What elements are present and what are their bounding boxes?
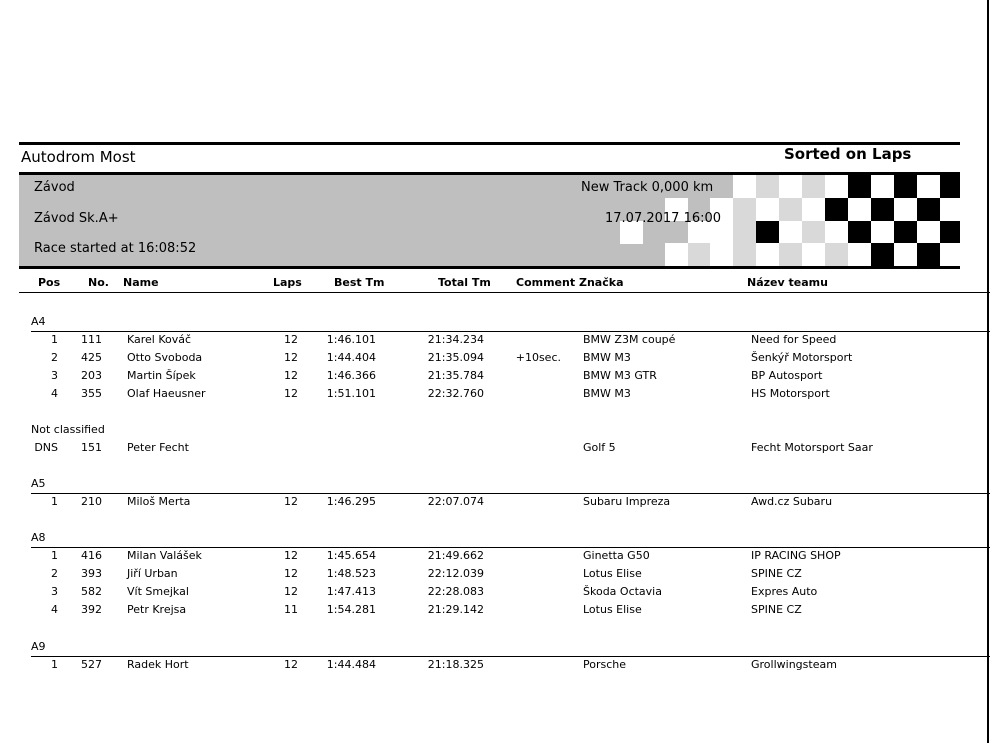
col-header-no: No. bbox=[88, 276, 109, 289]
cell-best: 1:46.366 bbox=[326, 369, 376, 382]
cell-name: Peter Fecht bbox=[127, 441, 189, 454]
checker-square bbox=[825, 175, 848, 198]
cell-laps: 12 bbox=[284, 567, 298, 580]
cell-pos: 3 bbox=[51, 585, 58, 598]
cell-no: 582 bbox=[81, 585, 102, 598]
cell-best: 1:44.484 bbox=[326, 658, 376, 671]
cell-name: Karel Kováč bbox=[127, 333, 192, 346]
checker-square bbox=[871, 175, 894, 198]
cell-total: 21:35.094 bbox=[427, 351, 484, 364]
checker-square bbox=[871, 198, 894, 221]
checker-square bbox=[917, 221, 940, 244]
checker-square bbox=[756, 221, 779, 244]
cell-pos: DNS bbox=[34, 441, 58, 454]
cell-total: 22:12.039 bbox=[427, 567, 484, 580]
track-info: New Track 0,000 km bbox=[581, 180, 714, 195]
col-header-name: Name bbox=[123, 276, 159, 289]
cell-name: Radek Hort bbox=[127, 658, 189, 671]
cell-pos: 3 bbox=[51, 369, 58, 382]
checker-square bbox=[779, 243, 802, 266]
cell-best: 1:46.101 bbox=[326, 333, 376, 346]
cell-laps: 12 bbox=[284, 658, 298, 671]
cell-name: Otto Svoboda bbox=[127, 351, 203, 364]
cell-laps: 12 bbox=[284, 495, 298, 508]
checker-square bbox=[756, 243, 779, 266]
cell-pos: 2 bbox=[51, 351, 58, 364]
checker-square bbox=[756, 175, 779, 198]
cell-no: 416 bbox=[81, 549, 102, 562]
checker-square bbox=[848, 243, 871, 266]
cell-make: Porsche bbox=[583, 658, 627, 671]
cell-best: 1:47.413 bbox=[326, 585, 376, 598]
checker-square bbox=[825, 198, 848, 221]
cell-pos: 4 bbox=[51, 387, 58, 400]
checker-square bbox=[894, 198, 917, 221]
class-rule bbox=[31, 331, 990, 332]
checker-square bbox=[756, 198, 779, 221]
cell-comment: +10sec. bbox=[515, 351, 561, 364]
page-edge-rule bbox=[987, 0, 989, 743]
checker-square bbox=[917, 198, 940, 221]
checker-square bbox=[848, 175, 871, 198]
cell-total: 21:29.142 bbox=[427, 603, 484, 616]
cell-total: 21:34.234 bbox=[427, 333, 484, 346]
cell-no: 355 bbox=[81, 387, 102, 400]
class-label: A9 bbox=[31, 640, 46, 653]
cell-pos: 2 bbox=[51, 567, 58, 580]
event-name: Závod bbox=[34, 180, 75, 195]
cell-best: 1:48.523 bbox=[326, 567, 376, 580]
cell-no: 392 bbox=[81, 603, 102, 616]
cell-total: 22:32.760 bbox=[427, 387, 484, 400]
cell-make: BMW M3 bbox=[583, 351, 631, 364]
checker-square bbox=[940, 243, 960, 266]
not-classified-label: Not classified bbox=[31, 423, 105, 436]
cell-total: 22:07.074 bbox=[427, 495, 484, 508]
checker-square bbox=[894, 175, 917, 198]
class-label: A4 bbox=[31, 315, 46, 328]
checker-square bbox=[825, 243, 848, 266]
checker-square bbox=[733, 175, 756, 198]
cell-best: 1:51.101 bbox=[326, 387, 376, 400]
cell-make: Škoda Octavia bbox=[583, 585, 662, 598]
checker-square bbox=[871, 243, 894, 266]
cell-laps: 11 bbox=[284, 603, 298, 616]
class-rule bbox=[31, 656, 990, 657]
checker-square bbox=[848, 198, 871, 221]
col-header-laps: Laps bbox=[273, 276, 302, 289]
cell-team: BP Autosport bbox=[751, 369, 823, 382]
cell-best: 1:45.654 bbox=[326, 549, 376, 562]
cell-team: Need for Speed bbox=[751, 333, 837, 346]
session-name: Závod Sk.A+ bbox=[34, 211, 119, 226]
checker-square bbox=[802, 221, 825, 244]
checker-square bbox=[917, 175, 940, 198]
cell-best: 1:44.404 bbox=[326, 351, 376, 364]
venue-title: Autodrom Most bbox=[21, 148, 136, 166]
class-label: A5 bbox=[31, 477, 46, 490]
cell-team: Awd.cz Subaru bbox=[751, 495, 833, 508]
cell-total: 21:35.784 bbox=[427, 369, 484, 382]
cell-total: 21:49.662 bbox=[427, 549, 484, 562]
cell-pos: 1 bbox=[51, 658, 58, 671]
checker-square bbox=[848, 221, 871, 244]
event-datetime: 17.07.2017 16:00 bbox=[605, 211, 722, 226]
col-header-best: Best Tm bbox=[334, 276, 385, 289]
cell-no: 210 bbox=[81, 495, 102, 508]
checker-square bbox=[940, 198, 960, 221]
cell-no: 151 bbox=[81, 441, 102, 454]
cell-pos: 1 bbox=[51, 333, 58, 346]
col-header-team: Název teamu bbox=[747, 276, 828, 289]
col-header-total: Total Tm bbox=[438, 276, 491, 289]
cell-name: Miloš Merta bbox=[127, 495, 191, 508]
cell-make: Subaru Impreza bbox=[583, 495, 671, 508]
checker-square bbox=[733, 198, 756, 221]
cell-best: 1:46.295 bbox=[326, 495, 376, 508]
checker-square bbox=[825, 221, 848, 244]
col-header-comment: Comment bbox=[516, 276, 576, 289]
checker-square bbox=[894, 221, 917, 244]
checker-square bbox=[733, 221, 756, 244]
cell-name: Olaf Haeusner bbox=[127, 387, 206, 400]
cell-make: Lotus Elise bbox=[583, 567, 642, 580]
cell-make: BMW M3 bbox=[583, 387, 631, 400]
checker-square bbox=[665, 243, 688, 266]
cell-team: SPINE CZ bbox=[751, 603, 802, 616]
col-header-pos: Pos bbox=[38, 276, 61, 289]
cell-no: 111 bbox=[81, 333, 102, 346]
class-label: A8 bbox=[31, 531, 46, 544]
cell-laps: 12 bbox=[284, 369, 298, 382]
checker-square bbox=[688, 243, 711, 266]
cell-team: Fecht Motorsport Saar bbox=[751, 441, 873, 454]
cell-total: 21:18.325 bbox=[427, 658, 484, 671]
cell-pos: 1 bbox=[51, 549, 58, 562]
cell-make: BMW M3 GTR bbox=[583, 369, 657, 382]
class-rule bbox=[31, 547, 990, 548]
cell-laps: 12 bbox=[284, 387, 298, 400]
cell-no: 527 bbox=[81, 658, 102, 671]
cell-make: BMW Z3M coupé bbox=[583, 333, 676, 346]
cell-total: 22:28.083 bbox=[427, 585, 484, 598]
cell-no: 393 bbox=[81, 567, 102, 580]
sort-caption: Sorted on Laps bbox=[784, 145, 912, 163]
cell-laps: 12 bbox=[284, 333, 298, 346]
class-rule bbox=[31, 493, 990, 494]
cell-name: Jiří Urban bbox=[127, 567, 178, 580]
cell-make: Ginetta G50 bbox=[583, 549, 650, 562]
checker-square bbox=[779, 221, 802, 244]
cell-name: Milan Valášek bbox=[127, 549, 202, 562]
checker-square bbox=[710, 243, 733, 266]
cell-team: SPINE CZ bbox=[751, 567, 802, 580]
checker-square bbox=[917, 243, 940, 266]
checker-square bbox=[779, 198, 802, 221]
checker-square bbox=[802, 243, 825, 266]
checker-square bbox=[940, 221, 960, 244]
cell-name: Vít Smejkal bbox=[127, 585, 189, 598]
cell-team: Grollwingsteam bbox=[751, 658, 837, 671]
checker-square bbox=[733, 243, 756, 266]
cell-team: Expres Auto bbox=[751, 585, 818, 598]
cell-make: Lotus Elise bbox=[583, 603, 642, 616]
cell-no: 425 bbox=[81, 351, 102, 364]
checker-square bbox=[802, 175, 825, 198]
cell-laps: 12 bbox=[284, 351, 298, 364]
checker-square bbox=[871, 221, 894, 244]
banner-bottom-rule bbox=[19, 266, 960, 269]
cell-name: Martin Šípek bbox=[127, 369, 196, 382]
cell-team: IP RACING SHOP bbox=[751, 549, 841, 562]
cell-best: 1:54.281 bbox=[326, 603, 376, 616]
cell-team: Šenkýř Motorsport bbox=[751, 351, 853, 364]
cell-name: Petr Krejsa bbox=[127, 603, 187, 616]
checker-square bbox=[894, 243, 917, 266]
cell-laps: 12 bbox=[284, 585, 298, 598]
checker-square bbox=[940, 175, 960, 198]
checker-square bbox=[779, 175, 802, 198]
cell-pos: 4 bbox=[51, 603, 58, 616]
col-header-make: Značka bbox=[579, 276, 624, 289]
cell-no: 203 bbox=[81, 369, 102, 382]
race-start-time: Race started at 16:08:52 bbox=[34, 241, 197, 256]
checker-square bbox=[802, 198, 825, 221]
cell-make: Golf 5 bbox=[583, 441, 616, 454]
cell-team: HS Motorsport bbox=[751, 387, 830, 400]
column-header-rule bbox=[19, 292, 990, 293]
cell-pos: 1 bbox=[51, 495, 58, 508]
cell-laps: 12 bbox=[284, 549, 298, 562]
